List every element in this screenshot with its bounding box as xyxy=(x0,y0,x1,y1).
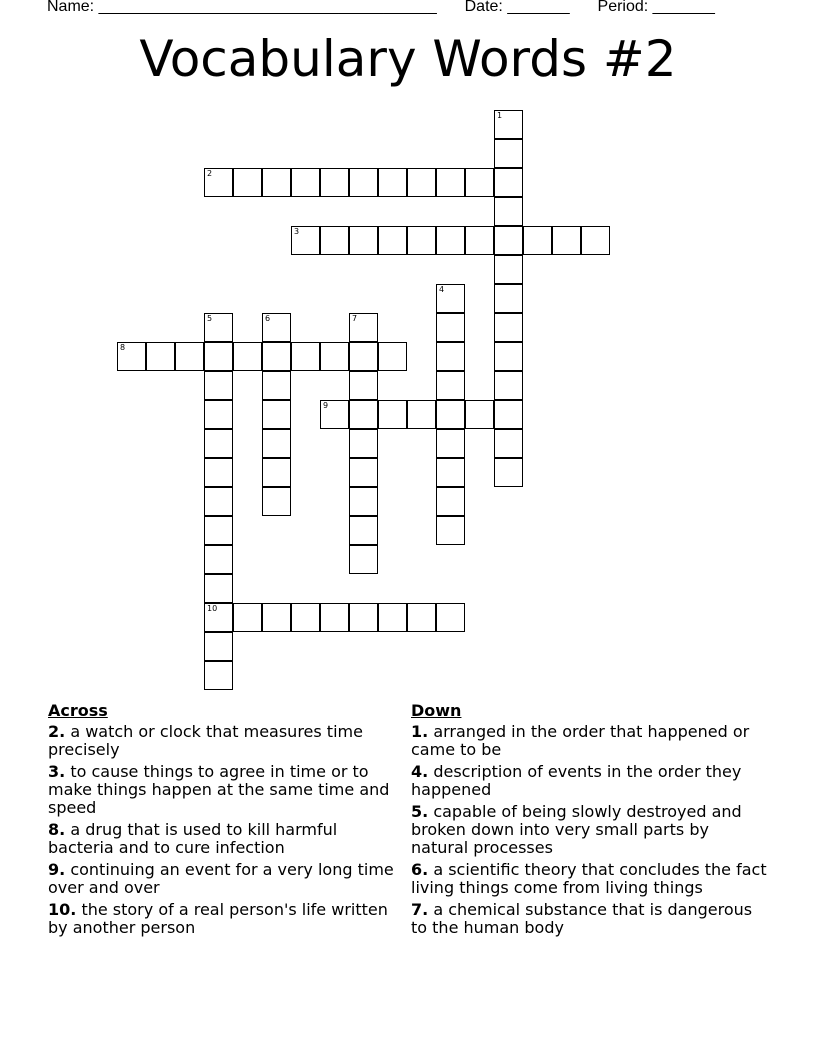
grid-cell[interactable] xyxy=(204,400,233,429)
grid-cell[interactable] xyxy=(378,400,407,429)
cell-number: 7 xyxy=(352,313,358,323)
grid-cell[interactable] xyxy=(378,168,407,197)
grid-cell[interactable] xyxy=(349,342,378,371)
grid-cell[interactable] xyxy=(262,429,291,458)
grid-cell[interactable] xyxy=(436,603,465,632)
grid-cell[interactable] xyxy=(204,545,233,574)
grid-cell[interactable] xyxy=(204,487,233,516)
clue-number: 7. xyxy=(411,900,429,919)
grid-cell[interactable] xyxy=(349,313,378,342)
grid-cell[interactable] xyxy=(494,313,523,342)
clue-text: a chemical substance that is dangerous to the human body xyxy=(411,900,753,937)
grid-cell[interactable] xyxy=(204,429,233,458)
grid-cell[interactable] xyxy=(465,168,494,197)
clue-number: 9. xyxy=(48,860,66,879)
grid-cell[interactable] xyxy=(552,226,581,255)
grid-cell[interactable] xyxy=(407,168,436,197)
clue-text: arranged in the order that happened or came to be xyxy=(411,722,750,759)
grid-cell[interactable] xyxy=(291,226,320,255)
clue-number: 10. xyxy=(48,900,77,919)
clue-number: 3. xyxy=(48,762,66,781)
grid-cell[interactable] xyxy=(262,603,291,632)
grid-cell[interactable] xyxy=(436,284,465,313)
grid-cell[interactable] xyxy=(494,255,523,284)
down-clue xyxy=(411,901,771,937)
grid-cell[interactable] xyxy=(262,458,291,487)
grid-cell[interactable] xyxy=(349,226,378,255)
clue-number: 6. xyxy=(411,860,429,879)
clue-text: a scientific theory that concludes the fact living things come from living things xyxy=(411,860,767,897)
cell-number: 8 xyxy=(120,342,126,352)
grid-cell[interactable] xyxy=(320,342,349,371)
grid-cell[interactable] xyxy=(349,168,378,197)
grid-cell[interactable] xyxy=(494,197,523,226)
grid-cell[interactable] xyxy=(262,342,291,371)
across-heading: Across xyxy=(48,701,108,720)
clue-text: description of events in the order they happened xyxy=(411,762,742,799)
grid-cell[interactable] xyxy=(204,632,233,661)
grid-cell[interactable] xyxy=(349,487,378,516)
grid-cell[interactable] xyxy=(204,574,233,603)
grid-cell[interactable] xyxy=(436,371,465,400)
grid-cell[interactable] xyxy=(204,313,233,342)
grid-cell[interactable] xyxy=(436,342,465,371)
grid-cell[interactable] xyxy=(349,603,378,632)
grid-cell[interactable] xyxy=(494,139,523,168)
clue-number: 1. xyxy=(411,722,429,741)
grid-cell[interactable] xyxy=(407,603,436,632)
grid-cell[interactable] xyxy=(204,516,233,545)
cell-number: 2 xyxy=(207,168,213,178)
grid-cell[interactable] xyxy=(407,400,436,429)
cell-number: 9 xyxy=(323,400,329,410)
grid-cell[interactable] xyxy=(349,458,378,487)
grid-cell[interactable] xyxy=(494,168,523,197)
grid-cell[interactable] xyxy=(465,400,494,429)
grid-cell[interactable] xyxy=(233,603,262,632)
grid-cell[interactable] xyxy=(320,226,349,255)
date-field[interactable]: Date: _______ xyxy=(464,0,570,15)
grid-cell[interactable] xyxy=(262,168,291,197)
grid-cell[interactable] xyxy=(204,458,233,487)
cell-number: 5 xyxy=(207,313,213,323)
grid-cell[interactable] xyxy=(436,226,465,255)
grid-cell[interactable] xyxy=(233,342,262,371)
grid-cell[interactable] xyxy=(204,661,233,690)
clue-text: a drug that is used to kill harmful bacteria and to cure infection xyxy=(48,820,338,857)
grid-cell[interactable] xyxy=(262,371,291,400)
down-clue xyxy=(411,763,771,799)
clue-text: capable of being slowly destroyed and broken down into very small parts by natural processes xyxy=(411,802,742,857)
page-title: Vocabulary Words #2 xyxy=(139,30,677,88)
grid-cell[interactable] xyxy=(349,429,378,458)
clue-number: 4. xyxy=(411,762,429,781)
down-clues xyxy=(411,702,771,941)
across-clue xyxy=(48,901,406,937)
period-field[interactable]: Period: _______ xyxy=(597,0,715,15)
across-clues xyxy=(48,702,406,941)
across-clue xyxy=(48,861,406,897)
across-clue xyxy=(48,763,406,817)
grid-cell[interactable] xyxy=(436,400,465,429)
grid-cell[interactable] xyxy=(349,545,378,574)
clue-text: continuing an event for a very long time over and over xyxy=(48,860,394,897)
down-heading: Down xyxy=(411,701,462,720)
grid-cell[interactable] xyxy=(494,400,523,429)
grid-cell[interactable] xyxy=(117,342,146,371)
grid-cell[interactable] xyxy=(233,168,262,197)
grid-cell[interactable] xyxy=(407,226,436,255)
grid-cell[interactable] xyxy=(262,487,291,516)
clue-text: the story of a real person's life written by another person xyxy=(48,900,388,937)
grid-cell[interactable] xyxy=(349,371,378,400)
grid-cell[interactable] xyxy=(436,516,465,545)
grid-cell[interactable] xyxy=(175,342,204,371)
cell-number: 4 xyxy=(439,284,445,294)
clue-text: a watch or clock that measures time precisely xyxy=(48,722,363,759)
clue-number: 8. xyxy=(48,820,66,839)
grid-cell[interactable] xyxy=(494,284,523,313)
grid-cell[interactable] xyxy=(494,458,523,487)
grid-cell[interactable] xyxy=(378,603,407,632)
grid-cell[interactable] xyxy=(494,371,523,400)
grid-cell[interactable] xyxy=(320,400,349,429)
down-clue xyxy=(411,803,771,857)
cell-number: 10 xyxy=(207,603,218,613)
grid-cell[interactable] xyxy=(291,168,320,197)
grid-cell[interactable] xyxy=(436,313,465,342)
grid-cell[interactable] xyxy=(436,458,465,487)
cell-number: 6 xyxy=(265,313,271,323)
grid-cell[interactable] xyxy=(494,429,523,458)
grid-cell[interactable] xyxy=(436,429,465,458)
across-clue xyxy=(48,821,406,857)
grid-cell[interactable] xyxy=(581,226,610,255)
grid-cell[interactable] xyxy=(291,342,320,371)
grid-cell[interactable] xyxy=(146,342,175,371)
grid-cell[interactable] xyxy=(204,603,233,632)
cell-number: 1 xyxy=(497,110,503,120)
grid-cell[interactable] xyxy=(436,168,465,197)
grid-cell[interactable] xyxy=(465,226,494,255)
grid-cell[interactable] xyxy=(349,516,378,545)
grid-cell[interactable] xyxy=(204,342,233,371)
clue-number: 2. xyxy=(48,722,66,741)
clue-number: 5. xyxy=(411,802,429,821)
grid-cell[interactable] xyxy=(291,603,320,632)
grid-cell[interactable] xyxy=(436,487,465,516)
grid-cell[interactable] xyxy=(262,400,291,429)
grid-cell[interactable] xyxy=(320,168,349,197)
grid-cell[interactable] xyxy=(320,603,349,632)
down-clue xyxy=(411,723,771,759)
grid-cell[interactable] xyxy=(378,342,407,371)
grid-cell[interactable] xyxy=(494,226,523,255)
grid-cell[interactable] xyxy=(262,313,291,342)
grid-cell[interactable] xyxy=(204,168,233,197)
across-clue xyxy=(48,723,406,759)
grid-cell[interactable] xyxy=(494,110,523,139)
grid-cell[interactable] xyxy=(204,371,233,400)
grid-cell[interactable] xyxy=(523,226,552,255)
grid-cell[interactable] xyxy=(494,342,523,371)
clue-text: to cause things to agree in time or to make things happen at the same time and speed xyxy=(48,762,390,817)
grid-cell[interactable] xyxy=(378,226,407,255)
down-clue xyxy=(411,861,771,897)
grid-cell[interactable] xyxy=(349,400,378,429)
name-field[interactable]: Name: ______________________________________ xyxy=(47,0,437,15)
cell-number: 3 xyxy=(294,226,300,236)
